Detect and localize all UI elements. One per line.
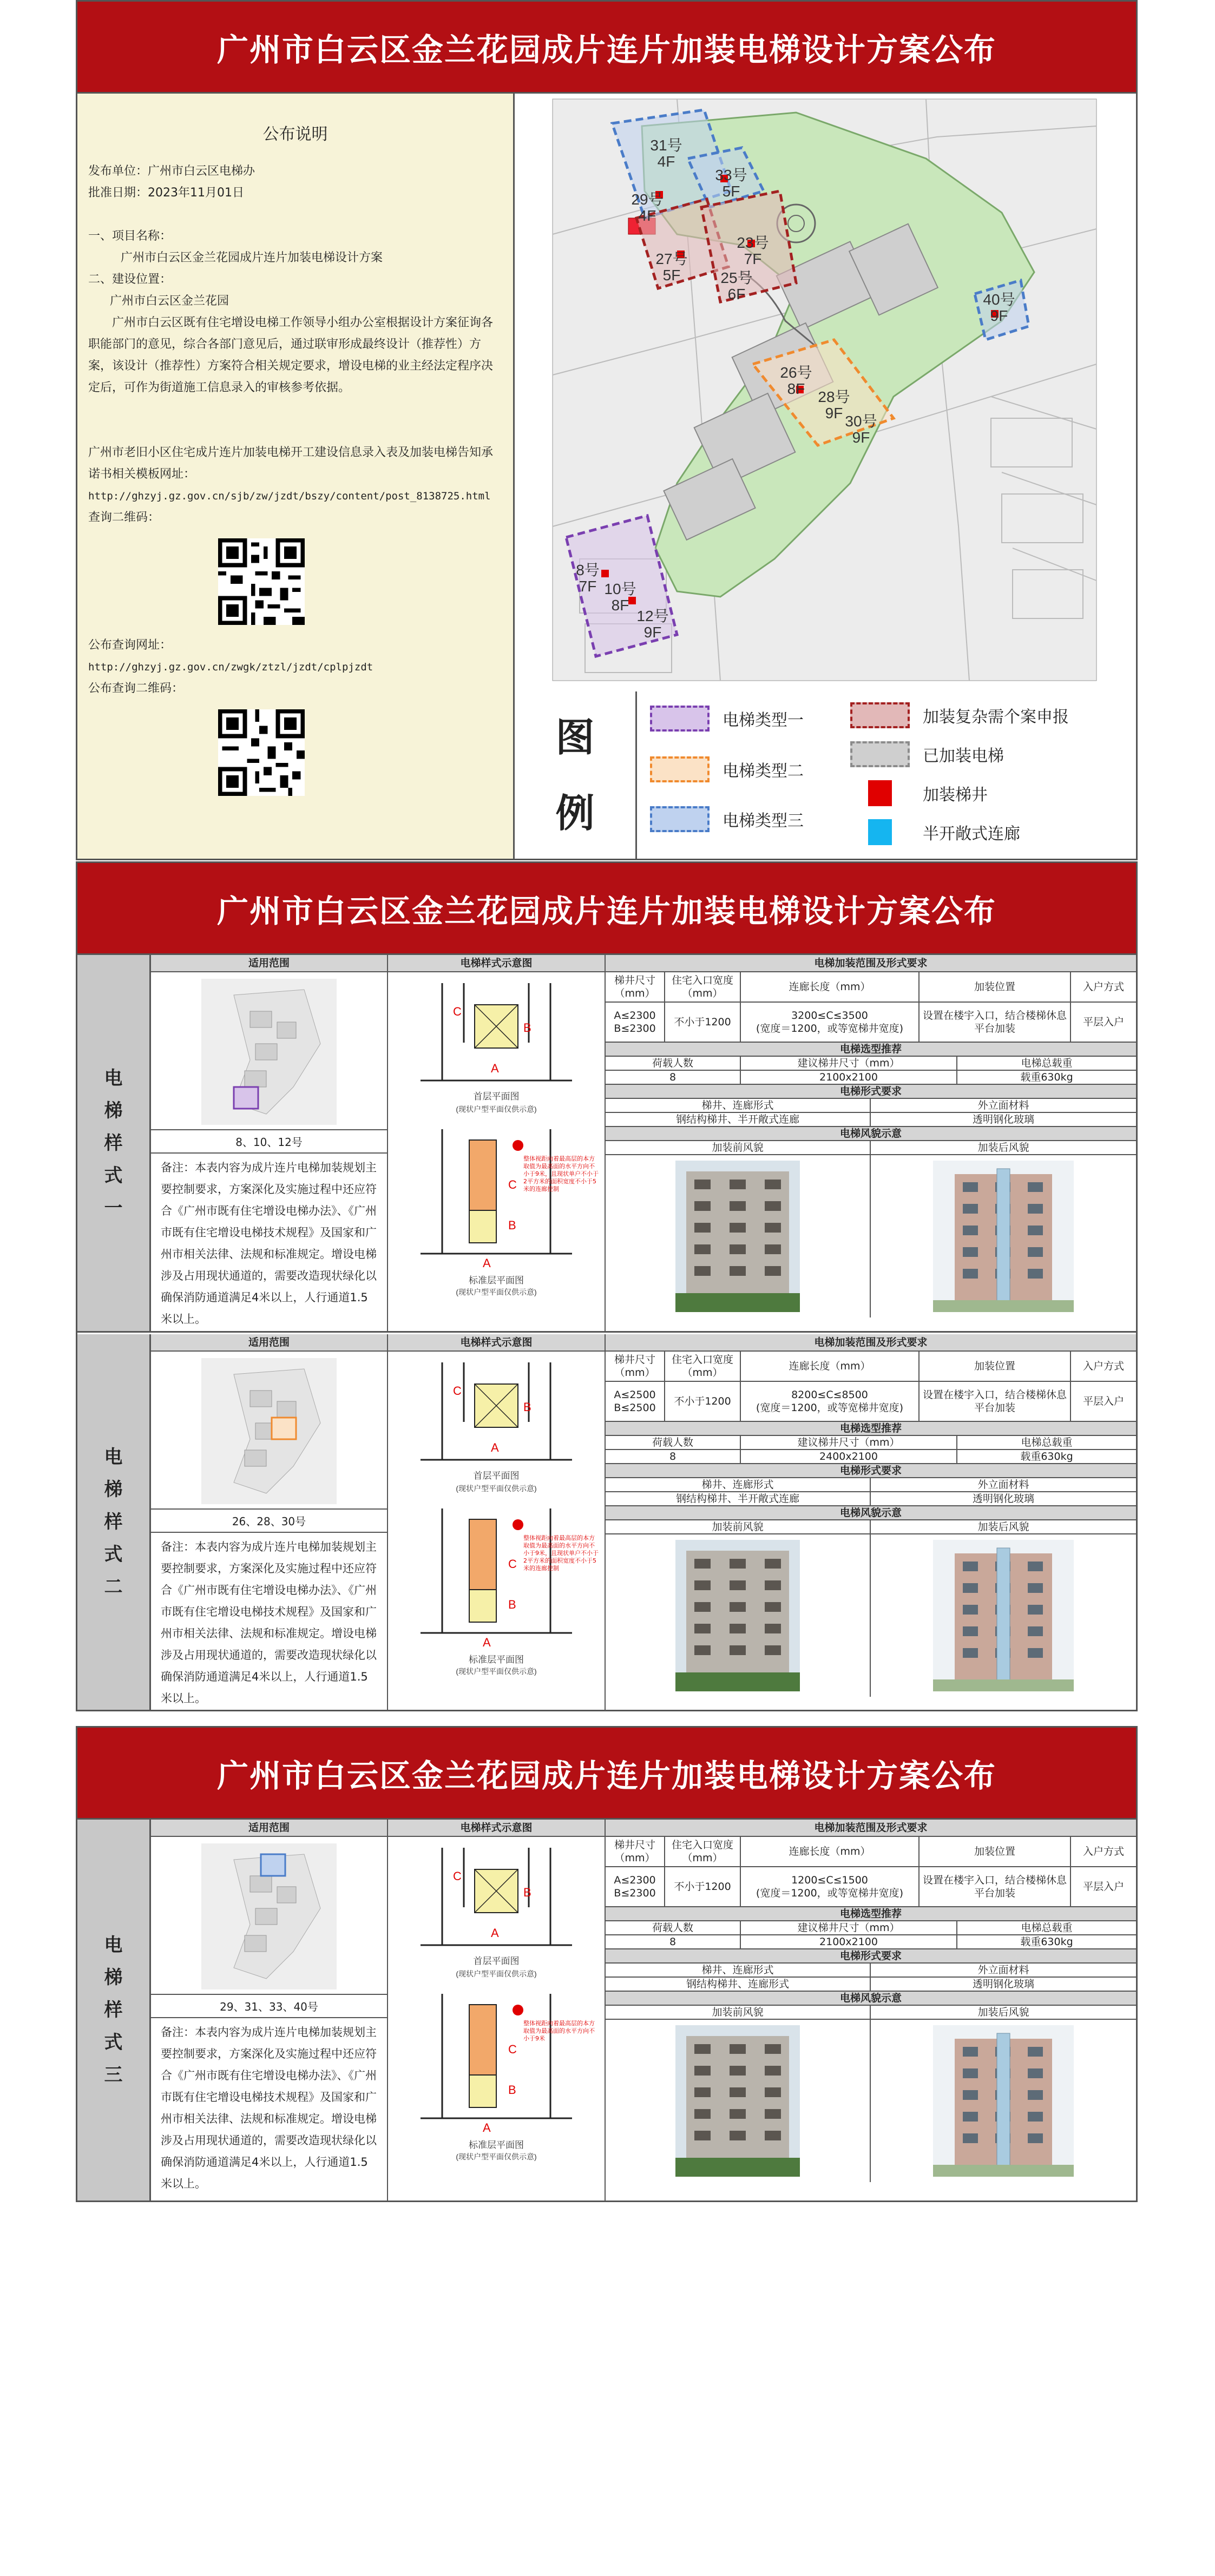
legend-item-complex [850, 702, 1069, 728]
photo-header: 电梯风貌示意 [839, 1507, 902, 1519]
legend-label: 已加装电梯 [923, 747, 1004, 766]
side-char: 电 [104, 1067, 123, 1089]
map-label: 8号 [576, 562, 600, 578]
map-label: 27号 [655, 251, 688, 267]
side-char: 梯 [104, 1099, 123, 1122]
diagram-column [388, 955, 606, 1331]
photo-header: 电梯风貌示意 [839, 1992, 902, 2004]
first-floor-label: 首层平面图 [473, 1471, 520, 1481]
notice-heading: 公布说明 [262, 125, 328, 144]
col-shaft: 梯井尺寸（mm） [606, 1837, 665, 1866]
style-panel-a [76, 861, 1138, 1711]
building-before-image [675, 2025, 800, 2177]
map-label: 9F [825, 405, 843, 421]
legend-item-type-two [650, 756, 804, 782]
legend-item-type-three [650, 806, 804, 832]
map-label: 5F [662, 267, 681, 284]
scope-caption: 8、10、12号 [151, 1129, 387, 1154]
legend-label: 电梯类型二 [723, 762, 804, 781]
spec-header: 电梯加装范围及形式要求 [814, 957, 928, 969]
svg-text:B: B [508, 1598, 516, 1611]
side-char: 电 [104, 1934, 123, 1956]
swatch-cyan [868, 819, 892, 845]
spec-header: 电梯加装范围及形式要求 [814, 1822, 928, 1834]
side-char: 一 [104, 1197, 123, 1219]
svg-text:C: C [453, 1005, 462, 1018]
plan-note: (现状户型平面仅供示意) [456, 2152, 537, 2161]
svg-text:A: A [483, 1256, 491, 1270]
scope-column [151, 1820, 388, 2201]
val-shaft: A≤2300 B≤2300 [606, 1003, 665, 1042]
svg-text:B: B [523, 1400, 531, 1414]
map-label: 23号 [737, 234, 769, 251]
before-label: 加装前风貌 [606, 1520, 871, 1533]
style-panel-b [76, 1726, 1138, 2202]
qr-code-icon [218, 538, 305, 625]
side-char: 式 [104, 1544, 123, 1565]
col-material: 外立面材料 [977, 1964, 1029, 1976]
before-photo [606, 2020, 871, 2182]
site-plan-map [515, 94, 1136, 691]
notice-section [77, 94, 515, 859]
map-label: 10号 [604, 581, 636, 597]
val-capacity: 8 [606, 1935, 741, 1948]
notice-body: 广州市白云区既有住宅增设电梯工作领导小组办公室根据设计方案征询各职能部门的意见，综合各部门意见后，通过联审形成最终设计（推荐性）方案，该设计（推荐性）方案符合相关规定要求，增设电梯的业主经法定程序决定后，可作为街道施工信息录入的审核参考依据。 [88, 316, 494, 394]
val-corridor: 8200≤C≤8500 (宽度＝1200，或等宽梯井宽度) [741, 1382, 920, 1421]
map-label: 8F [787, 380, 805, 397]
spec-table [606, 1334, 1136, 1697]
plan-note: (现状户型平面仅供示意) [456, 1105, 537, 1114]
legend-item-shaft [850, 780, 988, 806]
side-char: 二 [104, 1576, 123, 1598]
col-entrance: 入户方式 [1082, 981, 1124, 993]
col-size: 建议梯井尺寸（mm） [741, 1436, 957, 1449]
query-url[interactable]: http://ghzyj.gz.gov.cn/zwgk/ztzl/jzdt/cplpjzdt [88, 661, 373, 673]
floor-plan-diagram [388, 972, 605, 1297]
after-label: 加装后风貌 [977, 2006, 1029, 2018]
scope-header: 适用范围 [151, 955, 387, 972]
col-capacity: 荷载人数 [606, 1921, 741, 1934]
banner-title: 广州市白云区金兰花园成片连片加装电梯设计方案公布 [77, 2, 1136, 94]
spec-table [606, 1820, 1136, 2182]
template-text: 广州市老旧小区住宅成片连片加装电梯开工建设信息录入表及加装电梯告知承诺书相关模板网址： [88, 446, 494, 481]
side-char: 电 [104, 1446, 123, 1468]
building-after-image [933, 1540, 1074, 1691]
plan-note: (现状户型平面仅供示意) [456, 1969, 537, 1978]
qr-code-icon [218, 709, 305, 796]
val-weight: 载重630kg [1020, 1936, 1073, 1948]
map-label: 7F [744, 251, 762, 267]
col-position: 加装位置 [920, 972, 1071, 1002]
col-corridor: 连廊长度（mm） [741, 1837, 920, 1866]
after-label: 加装后风貌 [977, 1142, 1029, 1154]
map-label: 12号 [636, 608, 669, 624]
building-after-image [933, 2025, 1074, 2177]
scope-thumbnail [201, 1358, 337, 1504]
legend-item-existing [850, 741, 1004, 767]
val-size: 2400x2100 [741, 1450, 957, 1463]
swatch-purple [650, 706, 710, 732]
plan-note: (现状户型平面仅供示意) [456, 1667, 537, 1676]
col-entrance: 入户方式 [1082, 1846, 1124, 1857]
swatch-dark-red [850, 702, 910, 728]
photo-header: 电梯风貌示意 [839, 1128, 902, 1139]
plan-note: (现状户型平面仅供示意) [456, 1288, 537, 1296]
map-label: 9F [990, 307, 1008, 324]
val-entrance: 平层入户 [1082, 1881, 1124, 1893]
scope-header: 适用范围 [151, 1820, 387, 1837]
form-header: 电梯形式要求 [839, 1950, 902, 1962]
before-label: 加装前风貌 [606, 1141, 871, 1154]
scope-caption: 29、31、33、40号 [151, 1994, 387, 2018]
col-material: 外立面材料 [977, 1099, 1029, 1111]
form-header: 电梯形式要求 [839, 1085, 902, 1097]
col-position: 加装位置 [920, 1352, 1071, 1381]
scope-column [151, 1334, 388, 1710]
map-label: 5F [722, 183, 740, 200]
col-entrance: 入户方式 [1082, 1360, 1124, 1372]
map-label: 26号 [780, 364, 812, 381]
diagram-header: 电梯样式示意图 [388, 1334, 605, 1352]
val-size: 2100x2100 [741, 1935, 957, 1948]
val-entrance: 平层入户 [1082, 1395, 1124, 1407]
red-callout: 整体视距向着最高层的本方取值为最高面的水平方向不小于9米，且现状单户不小于2平方米的面积宽度不小于5米的连廊控制 [523, 1155, 599, 1193]
col-weight: 电梯总载重 [1021, 1057, 1073, 1069]
item2-title: 二、建设位置： [88, 273, 172, 286]
diagram-header: 电梯样式示意图 [388, 955, 605, 972]
map-label: 40号 [983, 291, 1015, 308]
col-size: 建议梯井尺寸（mm） [741, 1921, 957, 1934]
col-shaft-form: 梯井、连廊形式 [606, 1478, 871, 1491]
val-entrance: 平层入户 [1082, 1016, 1124, 1028]
val-position: 设置在楼宇入口，结合楼梯休息平台加装 [920, 1003, 1071, 1042]
remark-text: 备注：本表内容为成片连片电梯加装规划主要控制要求，方案深化及实施过程中还应符合《广州市既有住宅增设电梯办法》、《广州市既有住宅增设电梯技术规程》及国家和广州市相关法律、法规和标准规定。增设电梯涉及占用现状通道的，需要改造现状绿化以确保消防通道满足4米以上，人行通道1.5米以上。 [161, 2026, 377, 2190]
query-label: 公布查询网址： [88, 638, 172, 652]
after-photo [871, 1155, 1136, 1317]
svg-text:A: A [491, 1441, 499, 1454]
building-before-image [675, 1161, 800, 1312]
svg-text:C: C [453, 1384, 462, 1398]
side-char: 式 [104, 2032, 123, 2053]
map-label: 31号 [650, 137, 682, 154]
style-side-label [77, 1334, 151, 1710]
building-before-image [675, 1540, 800, 1691]
side-char: 样 [104, 1132, 123, 1154]
map-label: 30号 [845, 413, 877, 430]
val-weight: 载重630kg [1020, 1451, 1073, 1462]
col-corridor: 连廊长度（mm） [741, 1352, 920, 1381]
publisher: 发布单位：广州市白云区电梯办 [88, 164, 255, 178]
val-entry: 不小于1200 [665, 1867, 741, 1906]
side-char: 梯 [104, 1967, 123, 1988]
item1-value: 广州市白云区金兰花园成片连片加装电梯设计方案 [121, 251, 383, 265]
diagram-column [388, 1820, 606, 2201]
map-label: 6F [727, 286, 746, 302]
standard-floor-label: 标准层平面图 [469, 2140, 524, 2150]
legend [515, 691, 1136, 859]
standard-floor-label: 标准层平面图 [469, 1655, 524, 1665]
svg-text:C: C [508, 2043, 517, 2056]
swatch-red [868, 780, 892, 806]
col-shaft-form: 梯井、连廊形式 [606, 1099, 871, 1112]
map-label: 4F [657, 153, 675, 170]
col-weight: 电梯总载重 [1021, 1437, 1073, 1448]
item1-title: 一、项目名称： [88, 229, 172, 243]
map-label: 29号 [631, 191, 664, 208]
scope-column [151, 955, 388, 1331]
map-label: 8F [611, 597, 629, 614]
val-position: 设置在楼宇入口，结合楼梯休息平台加装 [920, 1867, 1071, 1906]
after-photo [871, 2020, 1136, 2182]
map-label: 9F [643, 624, 662, 641]
svg-text:A: A [483, 1636, 491, 1649]
val-corridor: 3200≤C≤3500 (宽度＝1200，或等宽梯井宽度) [741, 1003, 920, 1042]
qr1-label: 查询二维码： [88, 511, 160, 524]
val-shaft: A≤2300 B≤2300 [606, 1867, 665, 1906]
legend-item-type-one [650, 706, 804, 732]
col-entry: 住宅入口宽度（mm） [665, 972, 741, 1002]
building-after-image [933, 1161, 1074, 1312]
svg-text:A: A [491, 1062, 499, 1075]
val-size: 2100x2100 [741, 1071, 957, 1084]
col-capacity: 荷载人数 [606, 1057, 741, 1070]
svg-text:B: B [508, 1218, 516, 1232]
side-char: 三 [104, 2064, 123, 2086]
svg-text:C: C [453, 1869, 462, 1883]
val-weight: 载重630kg [1020, 1071, 1073, 1083]
legend-label: 电梯类型三 [723, 812, 804, 831]
type-header: 电梯选型推荐 [839, 1043, 902, 1055]
item2-value: 广州市白云区金兰花园 [110, 294, 229, 308]
floor-plan-diagram [388, 1837, 605, 2162]
side-char: 式 [104, 1164, 123, 1187]
map-label: 33号 [715, 167, 747, 183]
swatch-blue [650, 806, 710, 832]
style-side-label [77, 1820, 151, 2201]
scope-caption: 26、28、30号 [151, 1508, 387, 1533]
remark-text: 备注：本表内容为成片连片电梯加装规划主要控制要求，方案深化及实施过程中还应符合《广州市既有住宅增设电梯办法》、《广州市既有住宅增设电梯技术规程》及国家和广州市相关法律、法规和标准规定。增设电梯涉及占用现状通道的，需要改造现状绿化以确保消防通道满足4米以上，人行通道1.5米以上。 [161, 1161, 377, 1326]
before-label: 加装前风貌 [606, 2006, 871, 2019]
svg-text:A: A [483, 2121, 491, 2134]
svg-text:B: B [523, 1886, 531, 1899]
map-label: 4F [638, 207, 656, 224]
red-callout: 整体视距向着最高层的本方取值为最高面的水平方向不小于9米，且现状单户不小于2平方米的面积宽度不小于5米的连廊控制 [523, 1534, 599, 1572]
diagram-column [388, 1334, 606, 1710]
val-material: 透明钢化玻璃 [972, 1114, 1034, 1125]
svg-text:B: B [508, 2083, 516, 2097]
form-header: 电梯形式要求 [839, 1465, 902, 1477]
legend-title-line1: 图 [555, 714, 595, 760]
val-position: 设置在楼宇入口，结合楼梯休息平台加装 [920, 1382, 1071, 1421]
val-entry: 不小于1200 [665, 1003, 741, 1042]
before-photo [606, 1155, 871, 1317]
after-photo [871, 1534, 1136, 1697]
col-entry: 住宅入口宽度（mm） [665, 1837, 741, 1866]
col-corridor: 连廊长度（mm） [741, 972, 920, 1002]
scope-header: 适用范围 [151, 1334, 387, 1352]
remark-text: 备注：本表内容为成片连片电梯加装规划主要控制要求，方案深化及实施过程中还应符合《广州市既有住宅增设电梯办法》、《广州市既有住宅增设电梯技术规程》及国家和广州市相关法律、法规和标准规定。增设电梯涉及占用现状通道的，需要改造现状绿化以确保消防通道满足4米以上，人行通道1.5米以上。 [161, 1540, 377, 1705]
spec-header: 电梯加装范围及形式要求 [814, 1336, 928, 1348]
plan-note: (现状户型平面仅供示意) [456, 1484, 537, 1493]
val-material: 透明钢化玻璃 [972, 1978, 1034, 1990]
legend-label: 加装复杂需个案申报 [923, 708, 1069, 727]
map-label: 9F [852, 429, 870, 446]
type-header: 电梯选型推荐 [839, 1422, 902, 1434]
legend-label: 半开敞式连廊 [923, 825, 1020, 844]
swatch-orange [650, 756, 710, 782]
col-entry: 住宅入口宽度（mm） [665, 1352, 741, 1381]
svg-text:C: C [508, 1557, 517, 1571]
before-photo [606, 1534, 871, 1697]
col-material: 外立面材料 [977, 1479, 1029, 1491]
legend-title [515, 691, 637, 859]
qr2-label: 公布查询二维码： [88, 682, 184, 695]
style-three-block [77, 1820, 1136, 2201]
map-label: 7F [579, 578, 597, 595]
style-side-label [77, 955, 151, 1331]
banner-title: 广州市白云区金兰花园成片连片加装电梯设计方案公布 [77, 863, 1136, 955]
val-capacity: 8 [606, 1071, 741, 1084]
first-floor-label: 首层平面图 [473, 1091, 520, 1102]
side-char: 样 [104, 1511, 123, 1533]
spec-table [606, 955, 1136, 1317]
map-label: 25号 [720, 269, 753, 286]
val-shaft: A≤2500 B≤2500 [606, 1382, 665, 1421]
val-shaft-form: 钢结构梯井、连廊形式 [606, 1978, 871, 1991]
svg-text:C: C [508, 1178, 517, 1191]
col-position: 加装位置 [920, 1837, 1071, 1866]
col-capacity: 荷载人数 [606, 1436, 741, 1449]
template-url[interactable]: http://ghzyj.gz.gov.cn/sjb/zw/jzdt/bszy/content/post_8138725.html [88, 490, 491, 502]
val-shaft-form: 钢结构梯井、半开敞式连廊 [606, 1113, 871, 1126]
site-plan-drawing [515, 94, 1136, 691]
type-header: 电梯选型推荐 [839, 1908, 902, 1920]
banner-title: 广州市白云区金兰花园成片连片加装电梯设计方案公布 [77, 1728, 1136, 1820]
legend-item-corridor [850, 819, 1020, 845]
col-shaft: 梯井尺寸（mm） [606, 1352, 665, 1381]
svg-text:B: B [523, 1021, 531, 1035]
col-size: 建议梯井尺寸（mm） [741, 1057, 957, 1070]
scope-thumbnail [201, 1843, 337, 1989]
overview-panel [76, 0, 1138, 860]
swatch-grey [850, 741, 910, 767]
map-label: 28号 [818, 388, 850, 405]
scope-thumbnail [201, 979, 337, 1125]
diagram-header: 电梯样式示意图 [388, 1820, 605, 1837]
standard-floor-label: 标准层平面图 [469, 1275, 524, 1286]
val-entry: 不小于1200 [665, 1382, 741, 1421]
red-callout: 整体视距向着最高层的本方取值为最高面的水平方向不小于9米 [523, 2020, 595, 2042]
side-char: 梯 [104, 1479, 123, 1500]
approval-date: 批准日期：2023年11月01日 [88, 186, 244, 200]
style-one-block [77, 955, 1136, 1333]
first-floor-label: 首层平面图 [473, 1956, 520, 1966]
style-two-block [77, 1334, 1136, 1710]
svg-text:A: A [491, 1926, 499, 1940]
val-capacity: 8 [606, 1450, 741, 1463]
legend-label: 电梯类型一 [723, 711, 804, 730]
col-shaft-form: 梯井、连廊形式 [606, 1964, 871, 1977]
val-corridor: 1200≤C≤1500 (宽度＝1200，或等宽梯井宽度) [741, 1867, 920, 1906]
after-label: 加装后风貌 [977, 1521, 1029, 1533]
val-material: 透明钢化玻璃 [972, 1493, 1034, 1505]
legend-title-line2: 例 [555, 790, 595, 836]
legend-label: 加装梯井 [923, 786, 988, 805]
side-char: 样 [104, 1999, 123, 2021]
floor-plan-diagram [388, 1352, 605, 1676]
col-shaft: 梯井尺寸（mm） [606, 972, 665, 1002]
val-shaft-form: 钢结构梯井、半开敞式连廊 [606, 1492, 871, 1505]
col-weight: 电梯总载重 [1021, 1922, 1073, 1934]
